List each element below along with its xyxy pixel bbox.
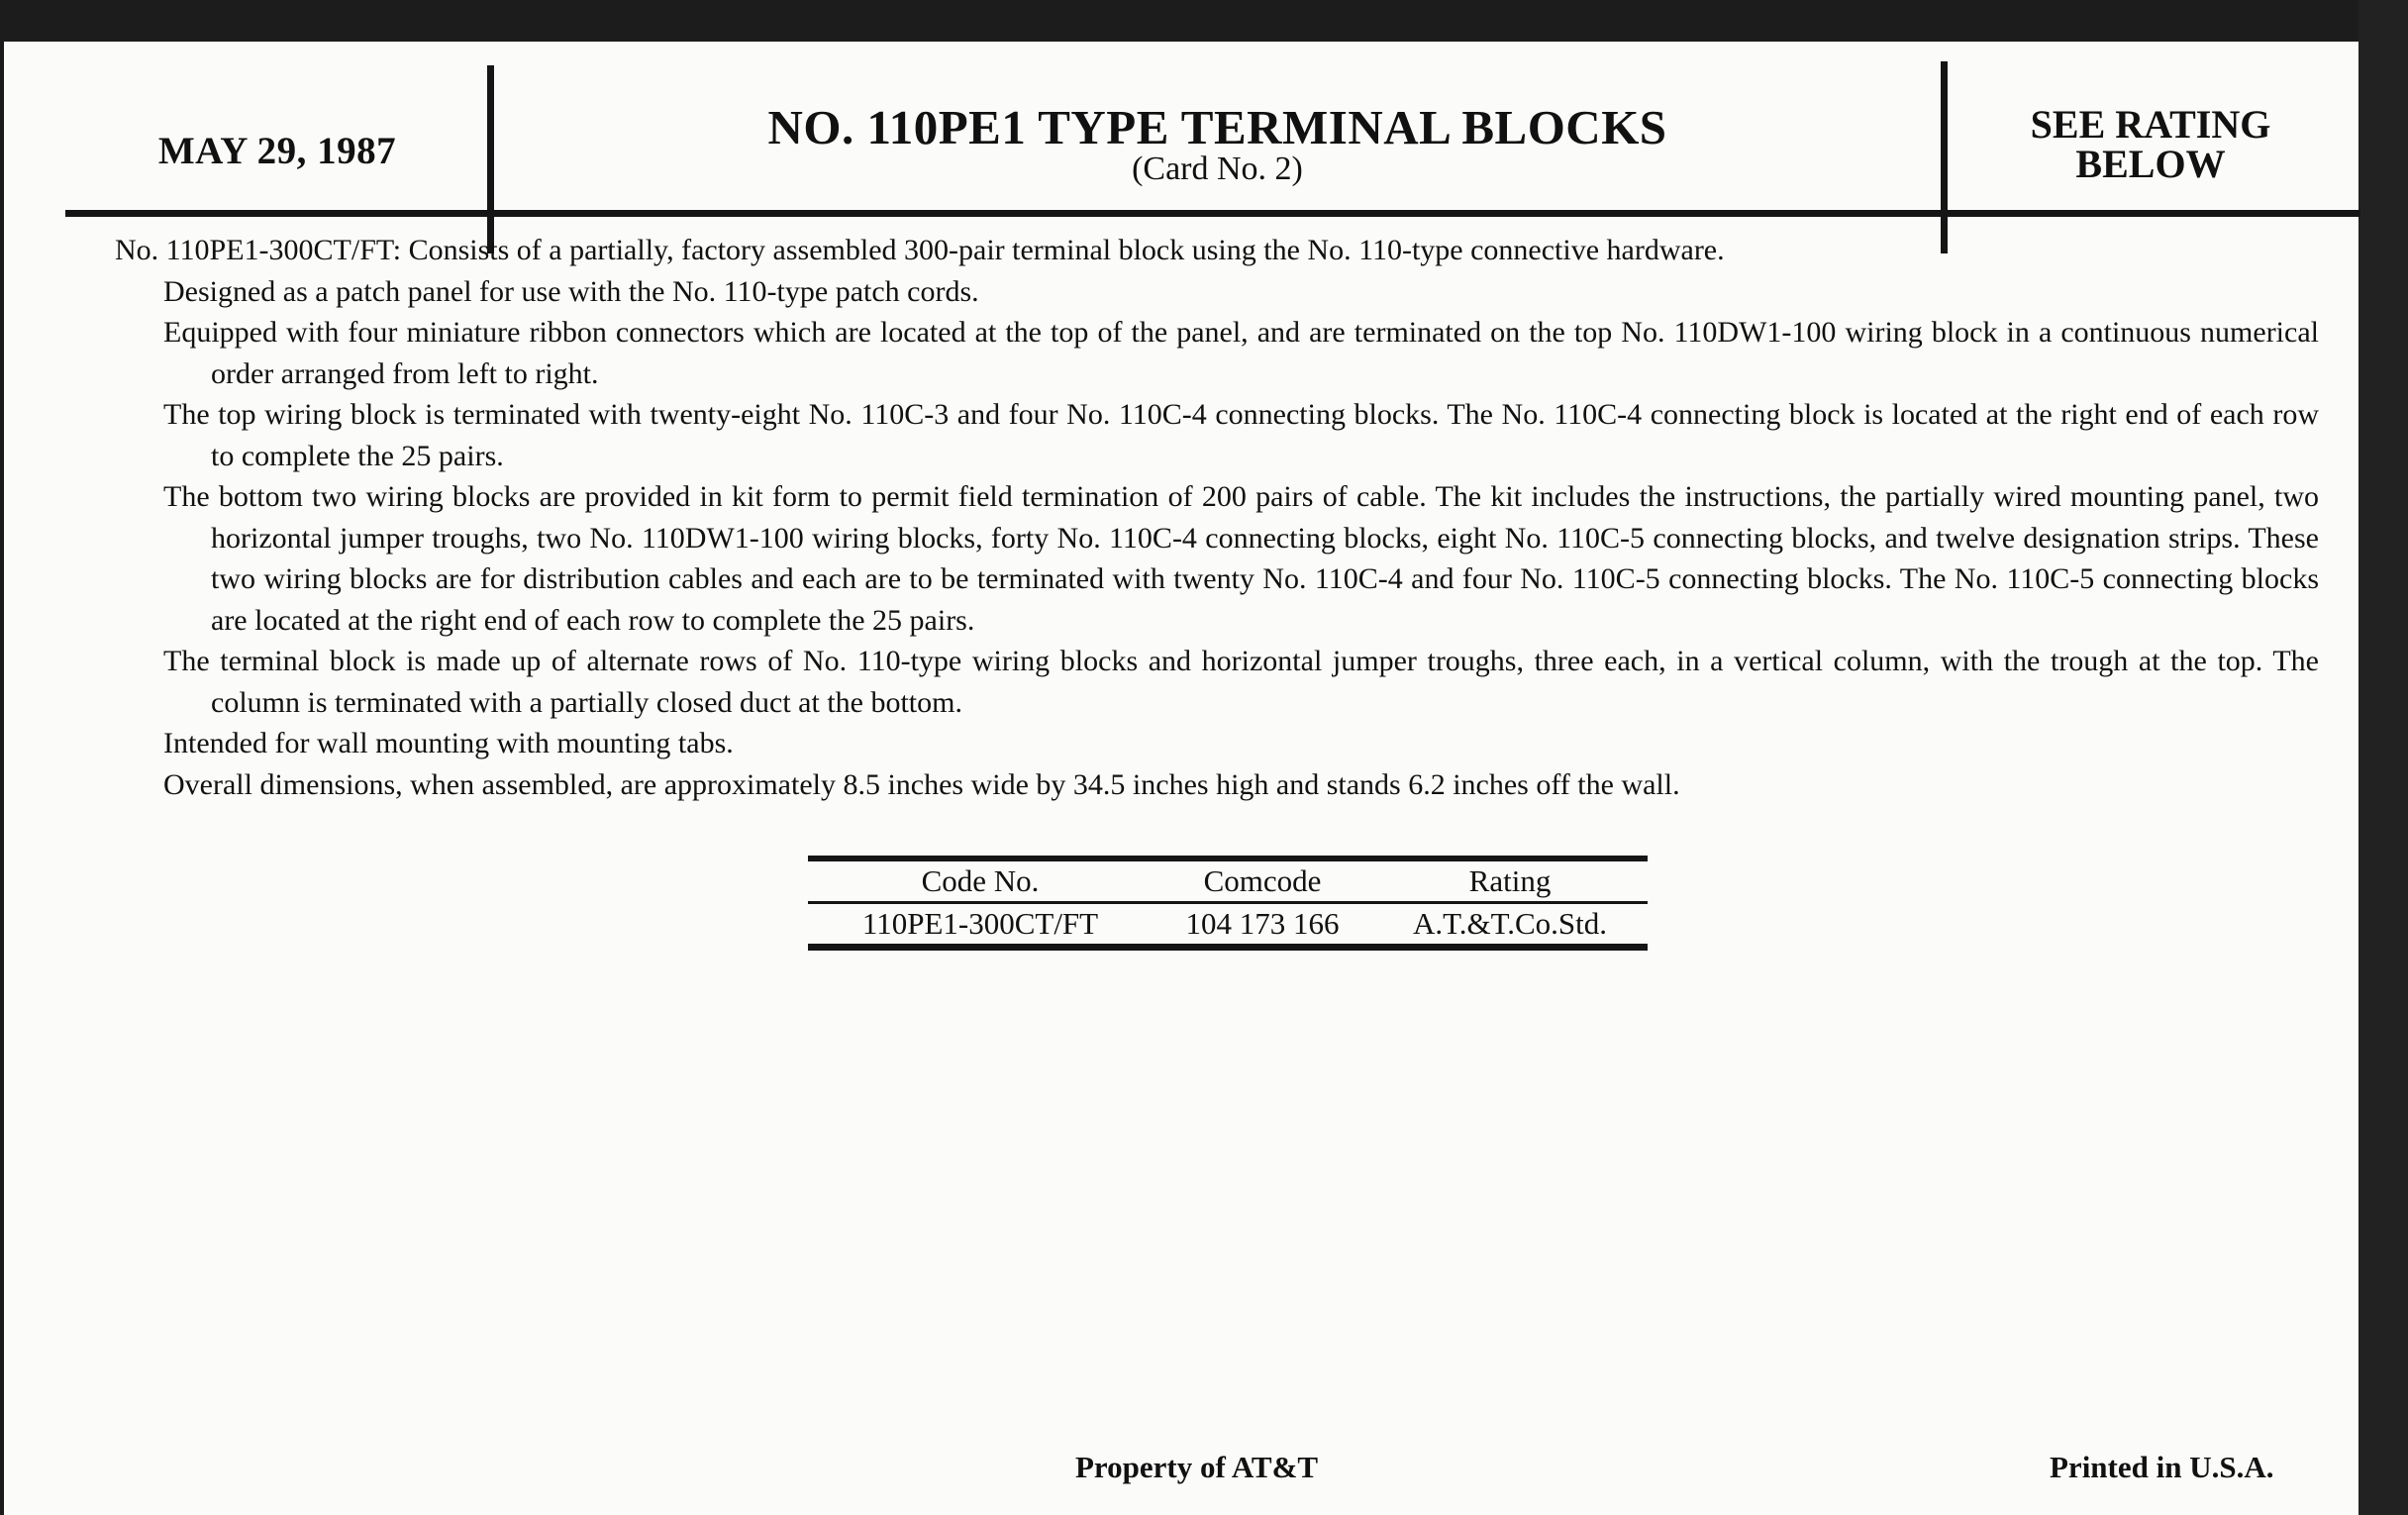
- scan-right-border: [2358, 0, 2408, 1515]
- rating-note-line-1: SEE RATING: [2030, 102, 2271, 147]
- table-header-rating: Rating: [1468, 863, 1552, 898]
- description-item: Designed as a patch panel for use with the No. 110-type patch cords.: [163, 274, 979, 308]
- description-item: Equipped with four miniature ribbon connectors which are located at the top of the panel, and are terminated on the top No. 110DW1-100 wiring block in a continuous numerical order arranged from left to right.: [163, 316, 2319, 390]
- header-rule: [65, 210, 2360, 217]
- footer-property: Property of AT&T: [1075, 1450, 1319, 1484]
- spec-card: [4, 42, 2358, 1515]
- header-divider-left: [487, 65, 494, 253]
- description-item: Overall dimensions, when assembled, are approximately 8.5 inches wide by 34.5 inches high and stands 6.2 inches off the wall.: [163, 767, 1680, 801]
- table-header-comcode: Comcode: [1203, 863, 1322, 898]
- description-body: [115, 230, 2319, 805]
- table-cell-comcode: 104 173 166: [1185, 906, 1340, 941]
- table-row: [808, 904, 1648, 944]
- code-table: [808, 856, 1648, 951]
- description-item: The bottom two wiring blocks are provided in kit form to permit field termination of 200 pairs of cable. The kit includes the instructions, the partially wired mounting panel, two horizontal jumper troughs, two No. 110DW1-100 wiring blocks, forty No. 110C-4 connecting blocks, eight No. 110C-5 connecting blocks, and twelve designation strips. These two wiring blocks are for distribution cables and each are to be terminated with twenty No. 110C-4 and four No. 110C-5 connecting blocks. The No. 110C-5 connecting blocks are located at the right end of each row to complete the 25 pairs.: [163, 480, 2319, 637]
- description-item: Intended for wall mounting with mounting tabs.: [163, 727, 734, 759]
- table-header-code: Code No.: [921, 863, 1040, 898]
- table-header-row: [808, 861, 1648, 901]
- rating-note: [1948, 102, 2354, 186]
- rating-note-line-2: BELOW: [2075, 142, 2226, 186]
- description-intro: No. 110PE1-300CT/FT: Consists of a partially, factory assembled 300-pair terminal block using the No. 110-type connective hardware.: [115, 234, 1725, 266]
- description-item: The terminal block is made up of alternate rows of No. 110-type wiring blocks and horizontal jumper troughs, three each, in a vertical column, with the trough at the top. The column is terminated with a partially closed duct at the bottom.: [163, 645, 2319, 719]
- table-bottom-rule: [808, 944, 1648, 951]
- header-divider-right: [1941, 61, 1948, 253]
- card-date: MAY 29, 1987: [157, 130, 397, 172]
- description-item: The top wiring block is terminated with twenty-eight No. 110C-3 and four No. 110C-4 connecting blocks. The No. 110C-4 connecting block is located at the right end of each row to complete the 25 pairs.: [163, 398, 2319, 472]
- scan-top-border: [0, 0, 2408, 42]
- table-cell-code: 110PE1-300CT/FT: [861, 906, 1099, 941]
- card-title: NO. 110PE1 TYPE TERMINAL BLOCKS: [767, 100, 1667, 154]
- footer-printed: Printed in U.S.A.: [2050, 1450, 2274, 1484]
- card-subtitle: (Card No. 2): [1132, 151, 1303, 187]
- table-cell-rating: A.T.&T.Co.Std.: [1412, 906, 1608, 941]
